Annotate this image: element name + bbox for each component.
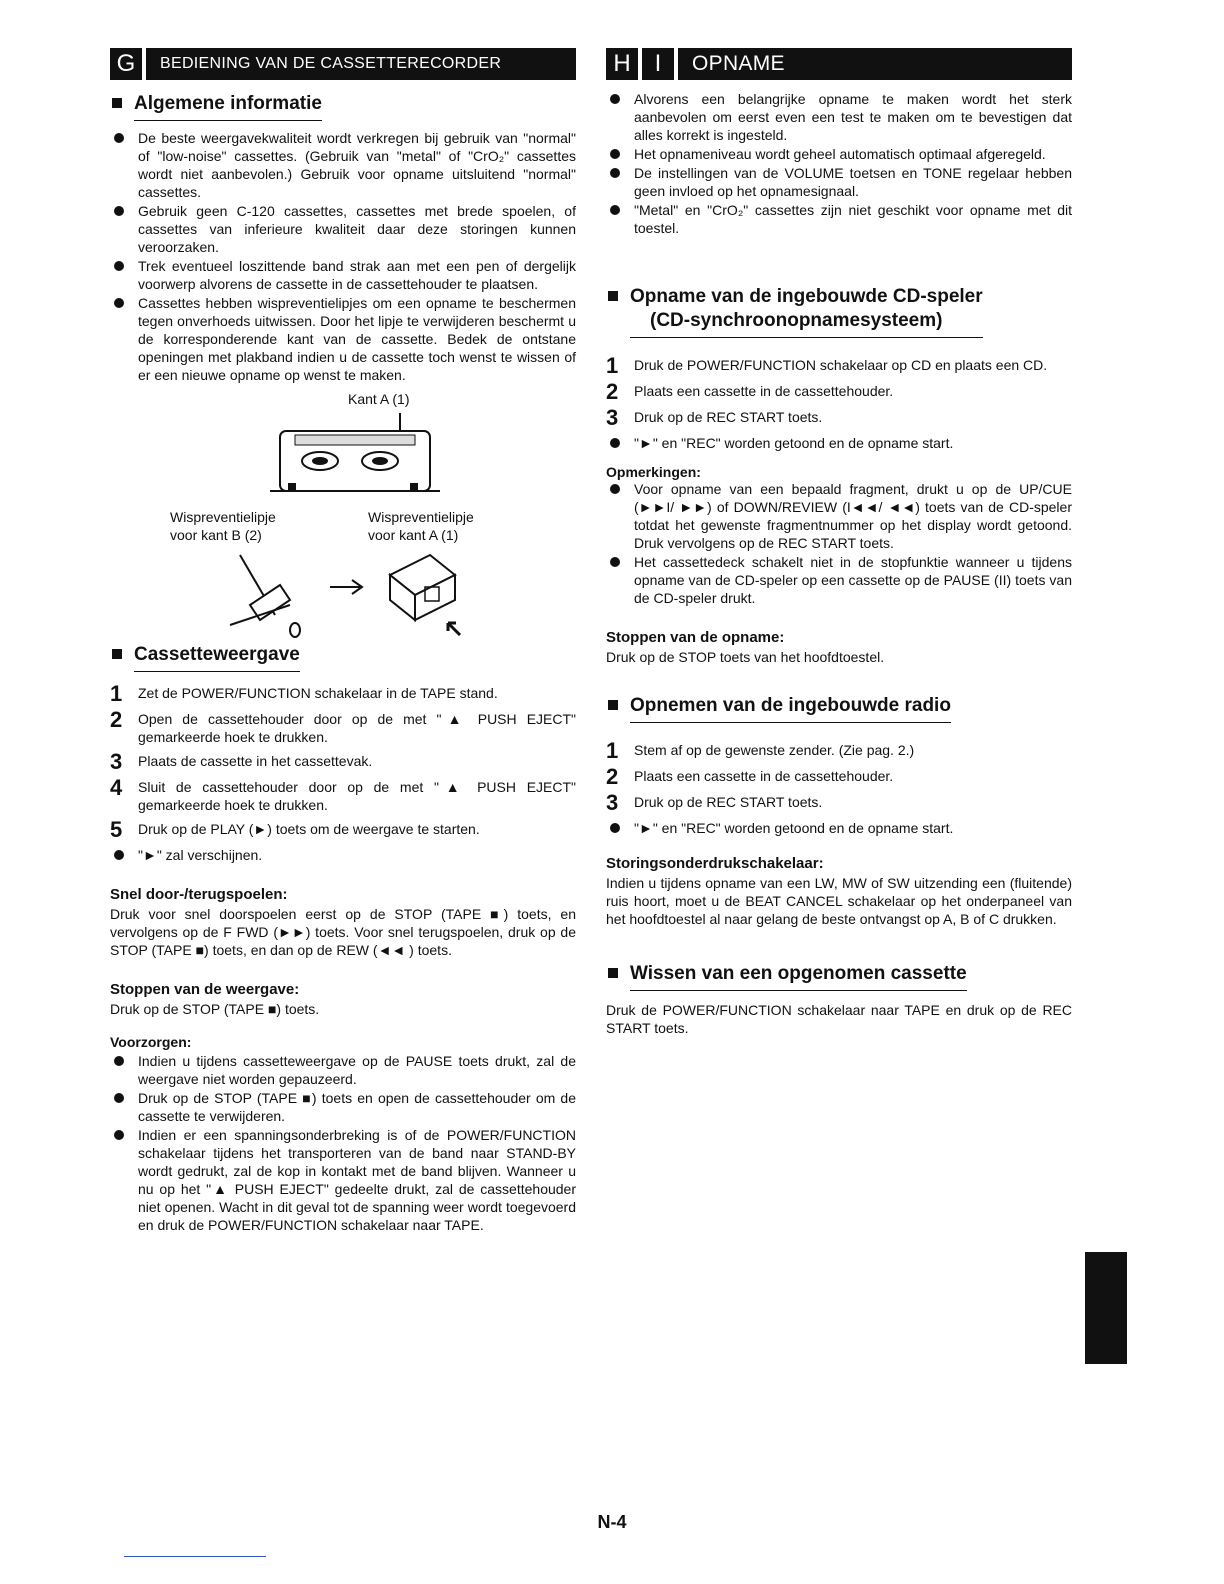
tab-removal-icon	[220, 545, 480, 640]
section-letter-i: I	[642, 48, 674, 80]
step-item: 5 Druk op de PLAY (►) toets om de weergave te starten.	[110, 817, 480, 842]
step-item: 2 Open de cassettehouder door op de met "▲ PUSH EJECT" gemarkeerde hoek te drukken.	[110, 707, 576, 745]
step-item: 1 Druk de POWER/FUNCTION schakelaar op CD en plaats een CD.	[606, 353, 1048, 378]
heading-fast-wind: Snel door-/terugspoelen:	[110, 886, 288, 903]
label-tab-a-line2: voor kant A (1)	[368, 527, 459, 543]
step-item: 3 Druk op de REC START toets.	[606, 790, 823, 815]
right-column	[606, 48, 1072, 1037]
list-item: "►" zal verschijnen.	[110, 846, 576, 864]
list-item: Voor opname van een bepaald fragment, drukt u op de UP/CUE (►►I/ ►►) of DOWN/REVIEW (I◄◄/ ◄◄) toets van de CD-speler totdat het gewenste fragmentnummer op het display wordt getoond. Druk vervolgens op de REC START toets.	[606, 480, 1072, 552]
square-bullet-icon	[112, 98, 122, 108]
erase-text: Druk de POWER/FUNCTION schakelaar naar TAPE en druk op de REC START toets.	[606, 1002, 1072, 1036]
cassette-icon	[250, 413, 450, 503]
square-bullet-icon	[112, 649, 122, 659]
step-item: 1 Stem af op de gewenste zender. (Zie pag. 2.)	[606, 738, 915, 763]
radio-recording-steps	[606, 738, 1072, 815]
fast-wind-text: Druk voor snel doorspoelen eerst op de STOP (TAPE ■) toets, en vervolgens op de F FWD (►►) toets. Voor snel terugspoelen, druk op de STOP (TAPE ■) toets, en dan op de REW (◄◄ ) toets.	[110, 906, 576, 958]
section-header-bar-g	[110, 48, 576, 80]
playback-steps	[110, 681, 576, 842]
list-item: De instellingen van de VOLUME toetsen en TONE regelaar hebben geen invloed op het opnamesignaal.	[606, 164, 1072, 200]
section-title-recording: OPNAME	[678, 48, 1072, 80]
square-bullet-icon	[608, 968, 618, 978]
precautions-list	[110, 1052, 576, 1234]
list-item: Cassettes hebben wispreventielipjes om een opname te beschermen tegen onverhoeds uitwissen. Door het lipje te verwijderen beschermt u de korresponderende kant van de cassette. Bedek de ontstane openingen met plakband indien u de cassette toch wenst te wissen of er een nieuwe opname op wenst te maken.	[110, 294, 576, 384]
list-item: Gebruik geen C-120 cassettes, cassettes met brede spoelen, of cassettes van inferieure kwaliteit daar deze storingen kunnen veroorzaken.	[110, 202, 576, 256]
list-item: Het opnameniveau wordt geheel automatisch optimaal afgeregeld.	[606, 145, 1072, 163]
playback-note	[110, 846, 576, 864]
list-item: Alvorens een belangrijke opname te maken wordt het sterk aanbevolen om eerst even een test te maken om te bevestigen dat alles korrekt is ingesteld.	[606, 90, 1072, 144]
list-item: Het cassettedeck schakelt niet in de stopfunktie wanneer u tijdens opname van de CD-speler op een cassette op de PAUSE (II) toets van de CD-speler drukt.	[606, 553, 1072, 607]
heading-stop-playback: Stoppen van de weergave:	[110, 981, 300, 998]
page-edge-tab	[1085, 1252, 1127, 1364]
section-header-bar-hi	[606, 48, 1072, 80]
heading-stop-recording: Stoppen van de opname:	[606, 629, 785, 646]
label-tab-b-line1: Wispreventielipje	[170, 509, 276, 525]
label-tab-a-line1: Wispreventielipje	[368, 509, 474, 525]
general-info-list	[110, 129, 576, 384]
label-tab-b-line2: voor kant B (2)	[170, 527, 262, 543]
heading-radio-recording: Opnemen van de ingebouwde radio	[606, 694, 1072, 723]
cassette-illustration	[110, 385, 576, 645]
list-item: Trek eventueel loszittende band strak aan met een pen of dergelijk voorwerp alvorens de cassette in de cassettehouder te plaatsen.	[110, 257, 576, 293]
list-item: "Metal" en "CrO₂" cassettes zijn niet geschikt voor opname met dit toestel.	[606, 201, 1072, 237]
step-item: 4 Sluit de cassettehouder door op de met "▲ PUSH EJECT" gemarkeerde hoek te drukken.	[110, 775, 576, 813]
step-item: 2 Plaats een cassette in de cassettehouder.	[606, 764, 894, 789]
cd-recording-note	[606, 434, 1072, 452]
list-item: De beste weergavekwaliteit wordt verkregen bij gebruik van "normal" of "low-noise" cassettes. (Gebruik van "metal" of "CrO₂" cassettes wordt niet aanbevolen.) Gebruik voor opname uitsluitend "normal" cassettes.	[110, 129, 576, 201]
list-item: Indien u tijdens cassetteweergave op de PAUSE toets drukt, zal de weergave niet worden gepauzeerd.	[110, 1052, 576, 1088]
heading-precautions: Voorzorgen:	[110, 1034, 192, 1050]
footer-divider	[124, 1556, 266, 1557]
step-item: 1 Zet de POWER/FUNCTION schakelaar in de TAPE stand.	[110, 681, 498, 706]
square-bullet-icon	[608, 700, 618, 710]
cd-recording-steps	[606, 353, 1072, 430]
label-side-a: Kant A (1)	[348, 391, 410, 407]
heading-remarks: Opmerkingen:	[606, 464, 701, 480]
list-item: Druk op de STOP (TAPE ■) toets en open de cassettehouder om de cassette te verwijderen.	[110, 1089, 576, 1125]
recording-intro-list	[606, 90, 1072, 237]
heading-cassette-playback: Cassetteweergave	[110, 643, 576, 672]
remarks-list	[606, 480, 1072, 607]
stop-recording-text: Druk op de STOP toets van het hoofdtoestel.	[606, 649, 885, 665]
step-item: 2 Plaats een cassette in de cassettehouder.	[606, 379, 894, 404]
list-item: Indien er een spanningsonderbreking is of de POWER/FUNCTION schakelaar tijdens het transporteren van de band naar STAND-BY wordt gedrukt, zal de kop in kontakt met de band blijven. Wanneer u nu op het "▲ PUSH EJECT" gedeelte drukt, zal de cassettehouder niet openen. Wacht in dit geval tot de spanning weer wordt toegevoerd en druk de POWER/FUNCTION schakelaar naar TAPE.	[110, 1126, 576, 1234]
radio-recording-note	[606, 819, 1072, 837]
step-item: 3 Druk op de REC START toets.	[606, 405, 823, 430]
heading-beat-cancel: Storingsonderdrukschakelaar:	[606, 855, 824, 872]
section-letter-h: H	[606, 48, 638, 80]
heading-cd-recording: Opname van de ingebouwde CD-speler (CD-synchroonopnamesysteem)	[606, 285, 1072, 338]
square-bullet-icon	[608, 291, 618, 301]
page-number: N-4	[597, 1512, 627, 1532]
heading-general-info: Algemene informatie	[110, 92, 576, 121]
beat-cancel-text: Indien u tijdens opname van een LW, MW of SW uitzending een (fluitende) ruis hoort, moet u de BEAT CANCEL schakelaar op het onderpaneel van het hoofdtoestel al naar gelang de beste ontvangst op A, B of C drukken.	[606, 875, 1072, 927]
section-title-cassette: BEDIENING VAN DE CASSETTERECORDER	[146, 48, 576, 80]
step-item: 3 Plaats de cassette in het cassettevak.	[110, 749, 373, 774]
heading-erase-recording: Wissen van een opgenomen cassette	[606, 962, 1072, 991]
list-item: "►" en "REC" worden getoond en de opname start.	[606, 819, 1072, 837]
list-item: "►" en "REC" worden getoond en de opname start.	[606, 434, 1072, 452]
left-column	[110, 48, 576, 1235]
section-letter-g: G	[110, 48, 142, 80]
stop-playback-text: Druk op de STOP (TAPE ■) toets.	[110, 1001, 320, 1017]
